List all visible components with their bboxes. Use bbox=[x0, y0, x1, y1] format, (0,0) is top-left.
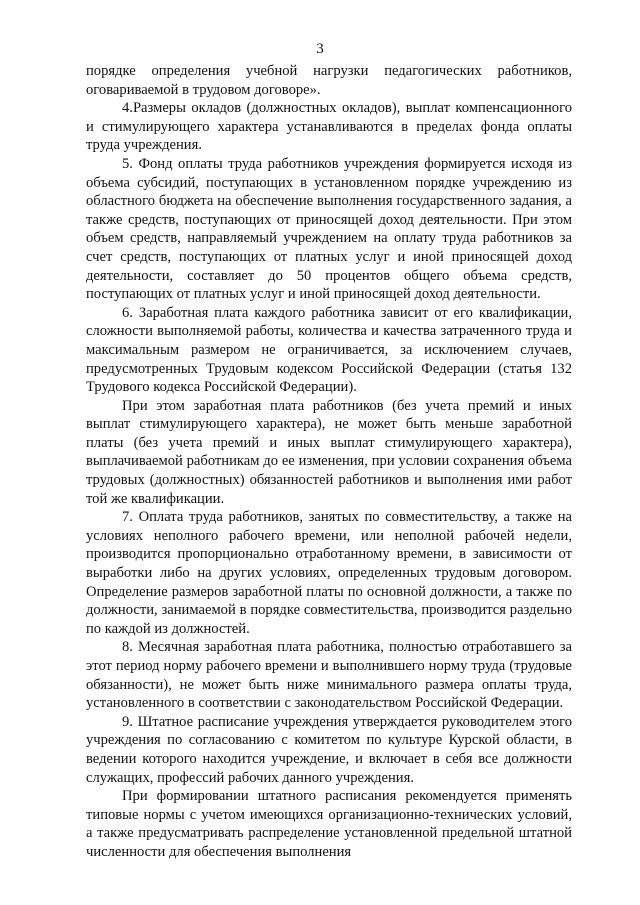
paragraph-item-5: 5. Фонд оплаты труда работников учреждения формируется исходя из объема субсидий, поступающих в установленном порядке учреждению из областного бюджета на обеспечение выполнения государственного задания, а также средств, поступающих от приносящей доход деятельности. При этом объем средств, направляемый учреждением на оплату труда работников за счет средств, поступающих от платных услуг и иной приносящей доход деятельности, составляет до 50 процентов общего объема средств, поступающих от платных услуг и иной приносящей доход деятельности. bbox=[86, 155, 572, 303]
paragraph-item-6: 6. Заработная плата каждого работника зависит от его квалификации, сложности выполняемой работы, количества и качества затраченного труда и максимальным размером не ограничивается, за исключением случаев, предусмотренных Трудовым кодексом Российской Федерации (статья 132 Трудового кодекса Российской Федерации). bbox=[86, 304, 572, 396]
page-number: 3 bbox=[316, 41, 324, 57]
paragraph-item-6-note: При этом заработная плата работников (без учета премий и иных выплат стимулирующего характера), не может быть меньше заработной платы (без учета премий и иных выплат стимулирующего характера), выплачиваемой работникам до ее изменения, при условии сохранения объема трудовых (должностных) обязанностей работников и выполнения ими работ той же квалификации. bbox=[86, 397, 572, 507]
paragraph-continuation: порядке определения учебной нагрузки педагогических работников, оговариваемой в трудовом договоре». bbox=[86, 63, 572, 98]
paragraph-item-8: 8. Месячная заработная плата работника, полностью отработавшего за этот период норму рабочего времени и выполнившего норму труда (трудовые обязанности), не может быть ниже минимального размера оплаты труда, установленного в соответствии с законодательством Российской Федерации. bbox=[86, 639, 572, 712]
paragraph-item-9: 9. Штатное расписание учреждения утверждается руководителем этого учреждения по согласованию с комитетом по культуре Курской области, в ведении которого находится учреждение, и включает в себя все должности служащих, профессий рабочих данного учреждения. bbox=[86, 713, 572, 786]
paragraph-item-7: 7. Оплата труда работников, занятых по совместительству, а также на условиях неполного рабочего времени, или неполной рабочей недели, производится пропорционально отработанному времени, в зависимости от выработки либо на других условиях, определенных трудовым договором. Определение размеров заработной платы по основной должности, а также по должности, занимаемой в порядке совместительства, производится раздельно по каждой из должностей. bbox=[86, 509, 572, 637]
paragraph-item-9-note: При формировании штатного расписания рекомендуется применять типовые нормы с учетом имеющихся организационно-технических условий, а также предусматривать распределение установленной предельной штатной численности для обеспечения выполнения bbox=[86, 788, 572, 860]
paragraph-item-4: 4.Размеры окладов (должностных окладов), выплат компенсационного и стимулирующего характера устанавливаются в пределах фонда оплаты труда учреждения. bbox=[86, 100, 572, 154]
document-body bbox=[86, 62, 572, 862]
